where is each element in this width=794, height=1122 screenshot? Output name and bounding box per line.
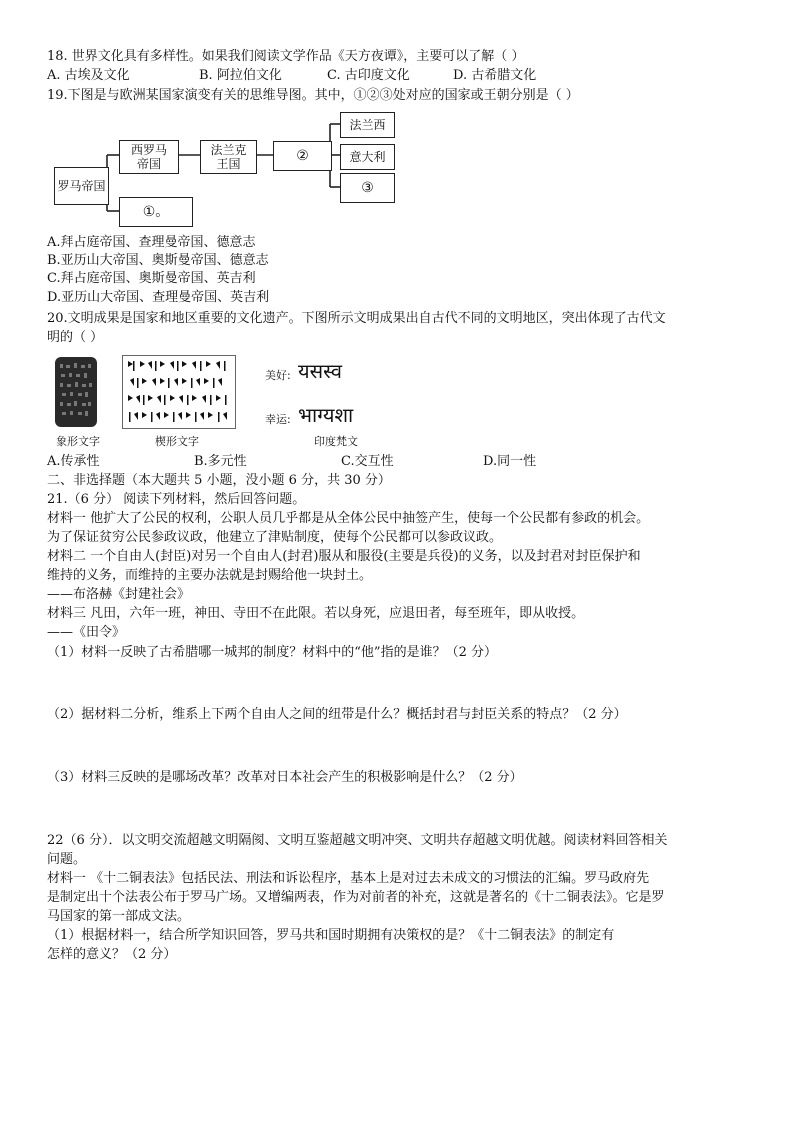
q21-stem: 21.（6 分） 阅读下列材料，然后回答问题。 <box>47 492 306 507</box>
q21-material3-line1: 材料三 凡田，六年一班，神田、寺田不在此限。若以身死，应退田者，每至班年，即从收授。 <box>47 606 585 621</box>
q18-option-b: B. 阿拉伯文化 <box>199 68 282 83</box>
q22-material1-line2: 是制定出十个法表公布于罗马广场。又增编两表，作为对前者的补充，这就是著名的《十二铜表法》。它是罗 <box>47 890 665 905</box>
q19-option-b: B.亚历山大帝国、奥斯曼帝国、德意志 <box>47 253 269 268</box>
q21-sub1: （1）材料一反映了古希腊哪一城邦的制度？材料中的“他”指的是谁？（2 分） <box>47 645 497 660</box>
q20-stem-line2: 明的（ ） <box>47 330 104 345</box>
q21-material1-line2: 为了保证贫穷公民参政议政，他建立了津贴制度，使每个公民都可以参政议政。 <box>47 530 503 545</box>
q18-option-a: A. 古埃及文化 <box>47 68 130 83</box>
q19-option-c: C.拜占庭帝国、奥斯曼帝国、英吉利 <box>47 271 256 286</box>
q20-options <box>47 453 536 470</box>
q18-option-d: D. 古希腊文化 <box>453 68 537 83</box>
q22-stem-line1: 22（6 分）．以文明交流超越文明隔阂、文明互鉴超越文明冲突、文明共存超越文明优越。阅读材料回答相关 <box>47 833 668 848</box>
q21-sub3: （3）材料三反映的是哪场改革？改革对日本社会产生的积极影响是什么？（2 分） <box>47 770 523 785</box>
q22-stem-line2: 问题。 <box>47 852 87 867</box>
q21-material2-line1: 材料二 一个自由人(封臣)对另一个自由人(封君)服从和服役(主要是兵役)的义务，以及封君对封臣保护和 <box>47 549 641 564</box>
q22-sub1-line1: （1）根据材料一，结合所学知识回答，罗马共和国时期拥有决策权的是？《十二铜表法》的制定有 <box>47 928 615 943</box>
caption-sanskrit: 印度梵文 <box>314 435 358 448</box>
q20-option-c: C.交互性 <box>341 454 394 469</box>
sanskrit-word-meihao: यसस्व <box>298 359 343 383</box>
q21-material3-source: ——《田令》 <box>47 625 126 640</box>
q19-option-d: D.亚历山大帝国、查理曼帝国、英吉利 <box>47 290 270 305</box>
box-france: 法兰西 <box>340 112 395 138</box>
cuneiform-tablet-image <box>122 355 236 429</box>
q21-material2-line2: 维持的义务，而维持的主要办法就是封赐给他一块封土。 <box>47 568 373 583</box>
q19-mind-map <box>0 0 794 240</box>
q21-material2-source: ——布洛赫《封建社会》 <box>47 587 191 602</box>
section-2-heading: 二、非选择题（本大题共 5 小题，没小题 6 分，共 30 分） <box>47 473 391 488</box>
box-italy: 意大利 <box>340 144 395 170</box>
q18-stem: 18. 世界文化具有多样性。如果我们阅读文学作品《天方夜谭》，主要可以了解（ ） <box>47 49 525 64</box>
box-blank-1: ①。 <box>119 197 193 227</box>
q21-material1-line1: 材料一 他扩大了公民的权利，公职人员几乎都是从全体公民中抽签产生，使每一个公民都有参政的机会。 <box>47 511 650 526</box>
sanskrit-word-xingyun: भाग्यशा <box>298 403 354 427</box>
hieroglyph-stone-image <box>54 356 98 428</box>
caption-cuneiform: 楔形文字 <box>155 435 199 448</box>
q22-material1-line3: 马国家的第一部成文法。 <box>47 909 191 924</box>
q20-option-b: B.多元性 <box>194 454 247 469</box>
box-western-roman-empire: 西罗马 帝国 <box>119 140 179 174</box>
q20-option-d: D.同一性 <box>483 454 537 469</box>
q19-stem: 19.下图是与欧洲某国家演变有关的思维导图。其中，①②③处对应的国家或王朝分别是（ ） <box>47 88 579 103</box>
q20-option-a: A.传承性 <box>47 454 100 469</box>
q18-option-c: C. 古印度文化 <box>327 68 410 83</box>
box-blank-3: ③ <box>340 173 395 203</box>
label-meihao: 美好: <box>265 369 291 382</box>
box-roman-empire: 罗马帝国 <box>54 167 109 205</box>
box-frankish-kingdom: 法兰克 王国 <box>200 140 257 174</box>
q22-material1-line1: 材料一 《十二铜表法》包括民法、刑法和诉讼程序，基本上是对过去未成文的习惯法的汇编。罗马政府先 <box>47 871 650 886</box>
caption-hieroglyph: 象形文字 <box>56 435 100 448</box>
q19-option-a: A.拜占庭帝国、查理曼帝国、德意志 <box>47 235 256 250</box>
label-xingyun: 幸运: <box>265 413 291 426</box>
q22-sub1-line2: 怎样的意义？（2 分） <box>47 947 177 962</box>
q21-sub2: （2）据材料二分析，维系上下两个自由人之间的纽带是什么？概括封君与封臣关系的特点？（2 分） <box>47 707 627 722</box>
q20-stem-line1: 20.文明成果是国家和地区重要的文化遗产。下图所示文明成果出自古代不同的文明地区，突出体现了古代文 <box>47 311 666 326</box>
box-blank-2: ② <box>273 141 332 171</box>
